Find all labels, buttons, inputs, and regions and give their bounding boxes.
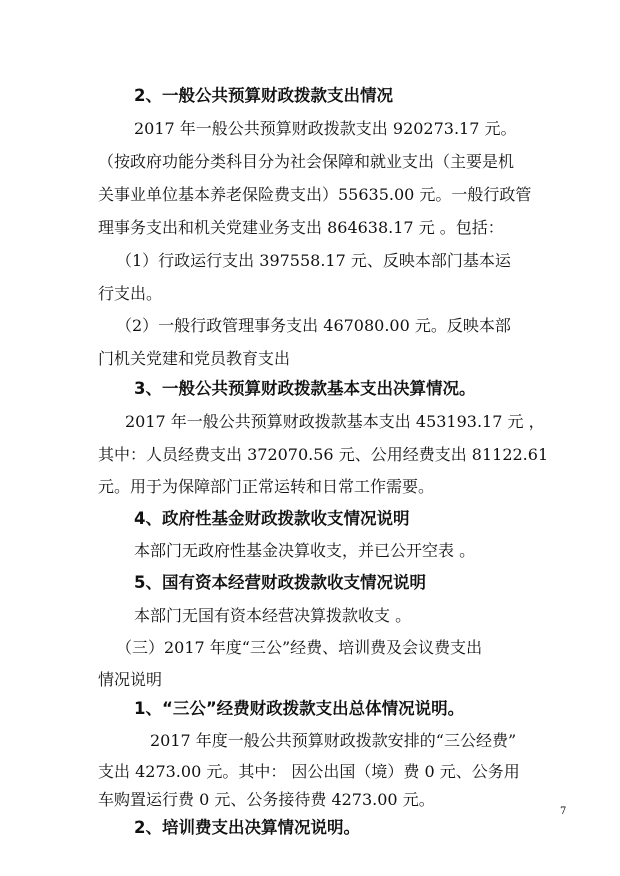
section-heading-training-expenses: 2、培训费支出决算情况说明。 (134, 817, 360, 837)
paragraph-line: 关事业单位基本养老保险费支出）55635.00 元。一般行政管 (98, 184, 532, 204)
paragraph-line: 车购置运行费 0 元、公务接待费 4273.00 元。 (98, 790, 435, 810)
paragraph-line: 2017 年度一般公共预算财政拨款安排的“三公经费” (150, 730, 517, 750)
paragraph-line: 2017 年一般公共预算财政拨款支出 920273.17 元。 (134, 118, 517, 138)
paragraph-line: 元。用于为保障部门正常运转和日常工作需要。 (98, 477, 435, 497)
paragraph-line: 本部门无国有资本经营决算拨款收支 。 (134, 605, 412, 625)
section-heading-state-capital: 5、国有资本经营财政拨款收支情况说明 (134, 572, 426, 592)
list-item-line: 行支出。 (98, 283, 163, 303)
subsection-heading-continuation: 情况说明 (98, 669, 163, 689)
section-heading-general-budget-expenditure: 2、一般公共预算财政拨款支出情况 (134, 86, 393, 105)
section-heading-government-fund: 4、政府性基金财政拨款收支情况说明 (134, 508, 410, 528)
list-item-line: （2）一般行政管理事务支出 467080.00 元。反映本部 (116, 316, 511, 336)
paragraph-line: 2017 年一般公共预算财政拨款基本支出 453193.17 元 ， (125, 411, 545, 431)
page-number: 7 (560, 806, 567, 817)
section-heading-basic-expenditure: 3、一般公共预算财政拨款基本支出决算情况。 (134, 378, 476, 398)
subsection-heading-three-public: （三）2017 年度“三公”经费、培训费及会议费支出 (116, 638, 483, 658)
paragraph-line: 其中：人员经费支出 372070.56 元、公用经费支出 81122.61 (98, 444, 549, 464)
list-item-line: 门机关党建和党员教育支出 (98, 349, 291, 369)
section-heading-three-public-overall: 1、“三公”经费财政拨款支出总体情况说明。 (134, 698, 465, 718)
paragraph-line: 支出 4273.00 元。其中： 因公出国（境）费 0 元、公务用 (98, 761, 520, 781)
paragraph-line: 理事务支出和机关党建业务支出 864638.17 元 。包括： (98, 217, 504, 237)
paragraph-line: 本部门无政府性基金决算收支，并已公开空表 。 (134, 541, 476, 561)
list-item-line: （1）行政运行支出 397558.17 元、反映本部门基本运 (116, 250, 511, 270)
paragraph-line: （按政府功能分类科目分为社会保障和就业支出（主要是机 (98, 151, 515, 171)
